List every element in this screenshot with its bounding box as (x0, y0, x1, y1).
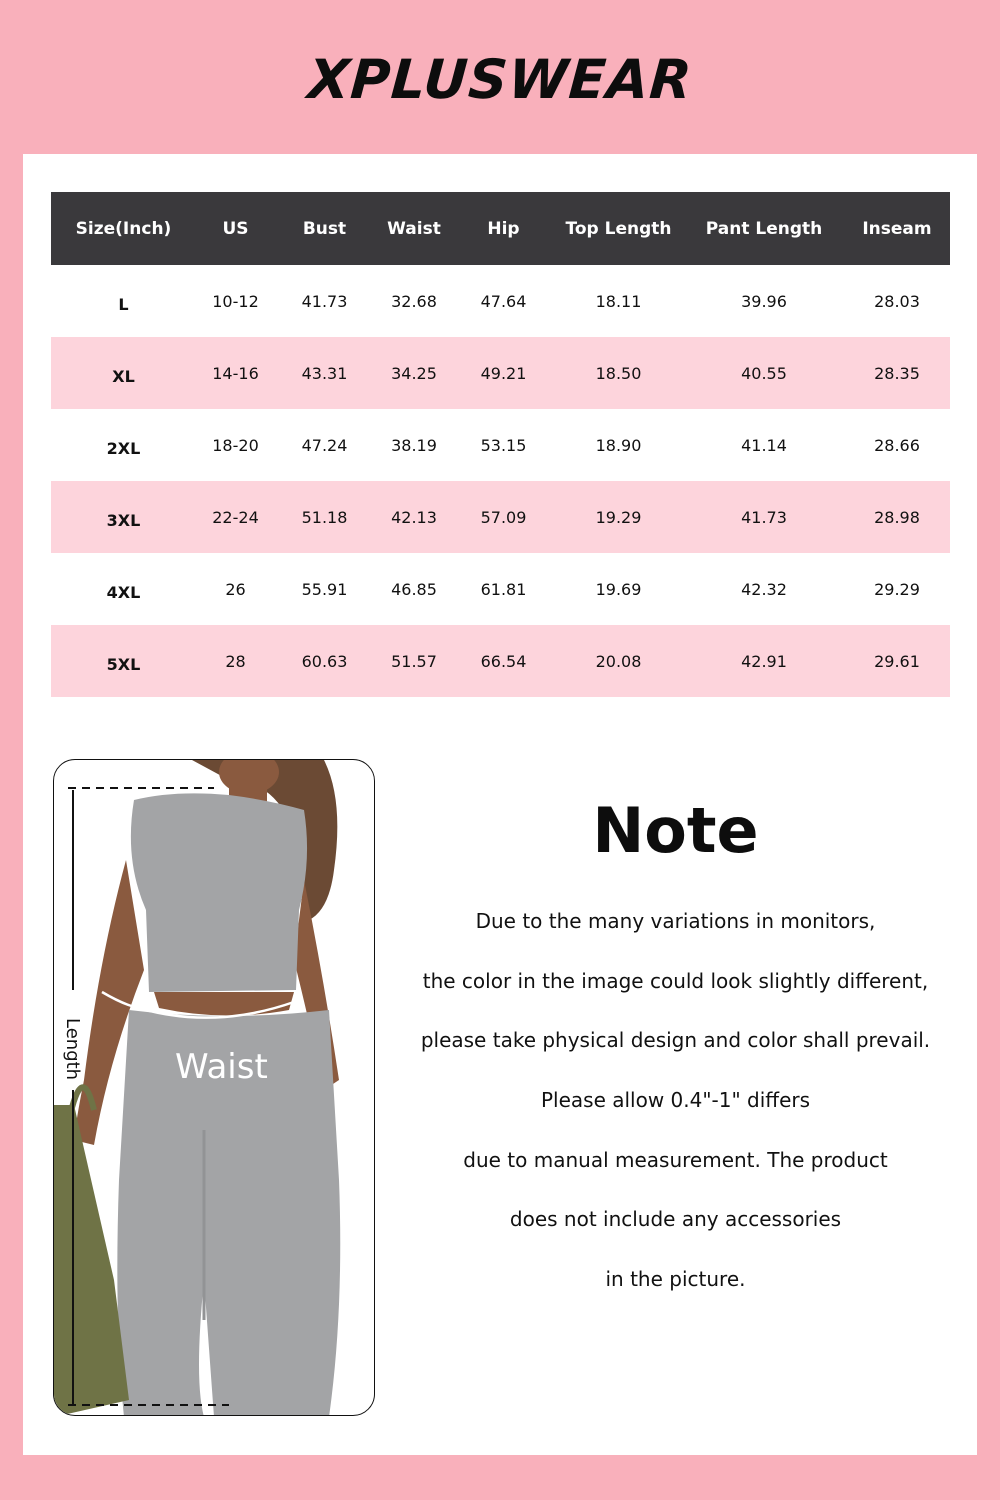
cell-pant-length: 42.32 (741, 579, 787, 599)
note-line: in the picture. (605, 1267, 746, 1292)
cell-us: 18-20 (212, 435, 259, 455)
note-line: Please allow 0.4"-1" differs (540, 1088, 811, 1113)
cell-pant-length: 41.14 (741, 435, 787, 455)
cell-hip: 61.81 (480, 579, 527, 599)
cell-pant-length: 40.55 (741, 363, 787, 383)
cell-hip: 53.15 (480, 435, 527, 455)
waist-label: Waist (175, 1047, 268, 1087)
cell-us: 22-24 (212, 507, 259, 527)
cell-hip: 47.64 (480, 291, 527, 311)
model-photo (53, 759, 375, 1416)
size-table (51, 192, 950, 697)
cell-top-length: 20.08 (595, 651, 642, 671)
cell-pant-length: 42.91 (741, 651, 787, 671)
cell-waist: 51.57 (391, 651, 437, 671)
cell-waist: 32.68 (391, 291, 437, 311)
cell-top-length: 18.11 (595, 291, 642, 311)
header-waist: Waist (387, 218, 441, 239)
cell-top-length: 19.69 (595, 579, 642, 599)
cell-us: 26 (225, 579, 246, 599)
cell-size: L (118, 294, 129, 314)
cell-size: 3XL (106, 510, 141, 530)
length-label: Length (62, 1018, 83, 1081)
cell-bust: 55.91 (301, 579, 348, 599)
brand-header (0, 44, 1000, 114)
cell-inseam: 29.61 (874, 651, 920, 671)
note-title: Note (592, 794, 759, 867)
header-us: US (222, 218, 249, 239)
note-line: does not include any accessories (509, 1207, 842, 1232)
table-row (51, 337, 950, 409)
note-line: due to manual measurement. The product (463, 1147, 888, 1172)
cell-us: 14-16 (212, 363, 259, 383)
cell-bust: 43.31 (301, 363, 348, 383)
cell-us: 10-12 (212, 291, 259, 311)
cell-bust: 60.63 (301, 651, 348, 671)
cell-size: 5XL (106, 654, 141, 674)
model-illustration (54, 760, 375, 1416)
table-header-row (51, 192, 950, 265)
header-bust: Bust (302, 218, 347, 239)
cell-waist: 38.19 (391, 435, 437, 455)
cell-pant-length: 41.73 (741, 507, 787, 527)
size-chart-card (23, 154, 977, 1455)
cell-inseam: 29.29 (874, 579, 920, 599)
cell-hip: 49.21 (480, 363, 527, 383)
header-inseam: Inseam (862, 218, 932, 239)
brand-logo: XPLUSWEAR (305, 47, 695, 111)
cell-bust: 51.18 (301, 507, 348, 527)
header-hip: Hip (487, 218, 520, 239)
header-top-length: Top Length (565, 218, 672, 239)
cell-inseam: 28.35 (874, 363, 920, 383)
cell-waist: 42.13 (391, 507, 437, 527)
note-line: the color in the image could look slightly different, (422, 968, 929, 993)
table-row (51, 409, 950, 481)
cell-top-length: 18.50 (595, 363, 642, 383)
header-pant-length: Pant Length (705, 218, 823, 239)
note-line: Due to the many variations in monitors, (475, 909, 876, 933)
cell-hip: 57.09 (480, 507, 527, 527)
table-row (51, 625, 950, 697)
table-row (51, 481, 950, 553)
cell-top-length: 18.90 (595, 435, 642, 455)
cell-waist: 46.85 (391, 579, 437, 599)
cell-size: 4XL (106, 582, 141, 602)
cell-inseam: 28.98 (874, 507, 920, 527)
table-row (51, 265, 950, 337)
note-line: please take physical design and color shall prevail. (420, 1028, 931, 1053)
cell-pant-length: 39.96 (741, 291, 787, 311)
cell-size: 2XL (106, 438, 141, 458)
cell-top-length: 19.29 (595, 507, 642, 527)
cell-bust: 41.73 (301, 291, 348, 311)
header-size: Size(Inch) (75, 218, 172, 239)
cell-bust: 47.24 (301, 435, 348, 455)
note-section (398, 794, 953, 1327)
cell-inseam: 28.66 (874, 435, 920, 455)
cell-size: XL (112, 366, 135, 386)
table-row (51, 553, 950, 625)
cell-inseam: 28.03 (874, 291, 920, 311)
cell-hip: 66.54 (480, 651, 527, 671)
cell-waist: 34.25 (391, 363, 437, 383)
cell-us: 28 (225, 651, 246, 671)
